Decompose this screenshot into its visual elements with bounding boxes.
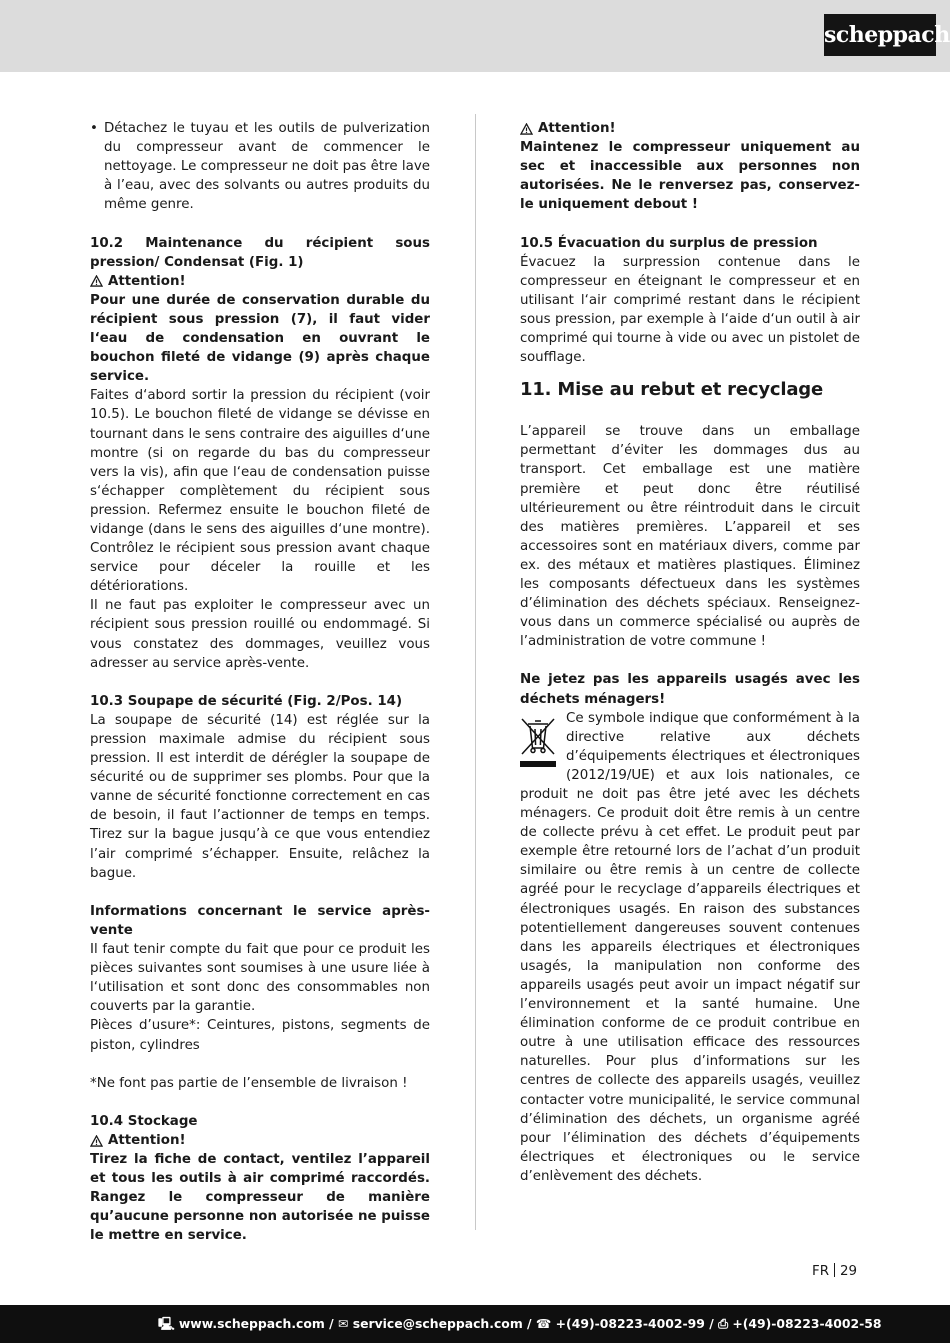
weee-title: Ne jetez pas les appareils usagés avec les déchets ménagers! xyxy=(520,672,860,707)
paragraph: La soupape de sécurité (14) est réglée sur la pression maximale admise du récipient sous pression. Il est interdit de dérégler la soupape de sécurité ou de supprimer ses plombs. Pour que la vanne de sécurité fonctionne correctement en cas de besoin, il faut l’actionner de temps en temps. Tirez sur la bague jusqu’à ce que vous entendiez l’air comprimé s’échapper. Ensuite, relâchez la bague. xyxy=(90,712,430,881)
section-title-10-5: 10.5 Évacuation du surplus de pression xyxy=(520,235,818,251)
page-number xyxy=(812,1262,857,1281)
envelope-icon: ✉ xyxy=(337,1316,349,1331)
column-divider xyxy=(475,114,476,1230)
maintenance-warning: Pour une durée de conservation durable du récipient sous pression (7), il faut vider l‘eau de condensation en ouvrant le bouchon fileté de vidange (9) après chaque service. xyxy=(90,292,430,385)
computer-icon: 🖳 xyxy=(158,1316,175,1331)
warning-triangle-icon xyxy=(90,1135,103,1147)
right-column xyxy=(520,119,860,1186)
footnote: *Ne font pas partie de l’ensemble de livraison ! xyxy=(90,1075,408,1091)
attention-text: Attention! xyxy=(538,121,616,136)
storage-warning: Tirez la fiche de contact, ventilez l’appareil et tous les outils à air comprimé raccordés. Rangez le compresseur de manière qu’aucune personne non autorisée ne puisse le mettre en service. xyxy=(90,1152,430,1244)
email-link[interactable]: service@scheppach.com / xyxy=(352,1316,532,1331)
service-info-title: Informations concernant le service après-vente xyxy=(90,903,430,938)
attention-text: Attention! xyxy=(108,273,186,289)
header-bar xyxy=(0,0,950,72)
brand-logo: scheppach xyxy=(824,14,936,56)
attention-label xyxy=(90,1131,430,1150)
paragraph: Évacuez la surpression contenue dans le compresseur en éteignant le compresseur et en utilisant l‘air comprimé restant dans le récipient sous pression, par exemple à l‘aide d‘un outil à air comprimé qui tourne à vide ou avec un pistolet de soufflage. xyxy=(520,254,860,366)
website-link[interactable]: www.scheppach.com / xyxy=(178,1316,334,1331)
bullet-dot: • xyxy=(90,121,98,136)
paragraph: Pièces d’usure*: Ceintures, pistons, segments de piston, cylindres xyxy=(90,1018,430,1053)
phone-number: +(49)-08223-4002-99 / xyxy=(555,1316,714,1331)
warning-triangle-icon xyxy=(90,275,103,287)
paragraph: Il ne faut pas exploiter le compresseur avec un récipient sous pression rouillé ou endommagé. Si vous constatez des dommages, veuillez vous adresser au service après-vente. xyxy=(90,598,430,671)
paragraph: L’appareil se trouve dans un emballage permettant d’éviter les dommages dus au transport. Cet emballage est une matière première et peut donc être réutilisé ultérieurement ou être réintroduit dans le circuit des matières premières. L’appareil et ses accessoires sont en matériaux divers, comme par ex. des métaux et matières plastiques. Éliminez les composants défectueux dans les systèmes d’élimination des déchets spéciaux. Renseignez-vous dans un commerce spécialisé ou auprès de l’administration de votre commune ! xyxy=(520,424,860,650)
crossed-out-bin-icon xyxy=(520,717,558,777)
attention-label xyxy=(520,119,860,138)
paragraph: Il faut tenir compte du fait que pour ce produit les pièces suivantes sont soumises à une usure liée à l‘utilisation et sont donc des consommables non couverts par la garantie. xyxy=(90,942,430,1015)
weee-bar xyxy=(520,761,556,767)
fax-number: +(49)-08223-4002-58 xyxy=(732,1316,882,1331)
fax-icon: ⎙ xyxy=(718,1316,728,1331)
bullet-list xyxy=(90,119,430,214)
section-title-10-2: 10.2 Maintenance du récipient sous pression/ Condensat (Fig. 1) xyxy=(90,235,430,270)
paragraph: Faites d‘abord sortir la pression du récipient (voir 10.5). Le bouchon fileté de vidange se dévisse en tournant dans le sens contraire des aiguilles d‘une montre (si on regarde du bas du compresseur vers la vis), afin que l‘eau de condensation puisse s‘échapper complètement du récipient sous pression. Refermez ensuite le bouchon fileté de vidange (dans le sens des aiguilles d‘une montre). Contrôlez le récipient sous pression avant chaque service pour déceler la rouille et les détériorations. xyxy=(90,388,430,595)
weee-block xyxy=(520,709,860,1186)
bullet-text: Détachez le tuyau et les outils de pulverization du compresseur avant de commencer le nettoyage. Le compresseur ne doit pas être lave à l’eau, avec des solvants ou autres produits du même genre. xyxy=(104,121,430,213)
storage-warning-cont: Maintenez le compresseur uniquement au sec et inaccessible aux personnes non autorisées. Ne le renversez pas, conservez- le uniquement debout ! xyxy=(520,140,860,213)
section-title-10-3: 10.3 Soupape de sécurité (Fig. 2/Pos. 14) xyxy=(90,693,403,709)
footer-bar xyxy=(0,1305,950,1343)
page-lang: FR xyxy=(812,1264,830,1279)
attention-label xyxy=(90,272,430,291)
paragraph: Ce symbole indique que conformément à la directive relative aux déchets d’équipements électriques et électroniques (2012/19/UE) et aux lois nationales, ce produit ne doit pas être jeté avec les déchets ménagers. Ce produit doit être remis à un centre de collecte prévu à cet effet. Le produit peut par exemple être retourné lors de l’achat d’un produit similaire ou être remis à un centre de collecte agréé pour le recyclage d’appareils électriques et électroniques usagés. En raison des substances potentiellement dangereuses souvent contenues dans les appareils électriques et électroniques usagés, la manipulation non conforme des appareils usagés peut avoir un impact négatif sur l’environnement et la santé humaine. Une élimination conforme de ce produit contribue en outre à une utilisation efficace des ressources naturelles. Pour plus d’informations sur les centres de collecte des appareils usagés, veuillez contacter votre municipalité, le service communal d’élimination des déchets, un organisme agréé pour l’élimination des déchets d’équipements électriques et électroniques ou le service d’enlèvement des déchets. xyxy=(520,710,860,1184)
attention-text: Attention! xyxy=(108,1132,186,1148)
left-column xyxy=(90,119,430,1246)
section-title-10-4: 10.4 Stockage xyxy=(90,1113,198,1129)
warning-triangle-icon xyxy=(520,123,533,135)
section-heading-11: 11. Mise au rebut et recyclage xyxy=(520,379,823,401)
list-item xyxy=(90,119,430,214)
phone-icon: ☎ xyxy=(535,1316,552,1331)
page-number-value: 29 xyxy=(840,1264,858,1279)
